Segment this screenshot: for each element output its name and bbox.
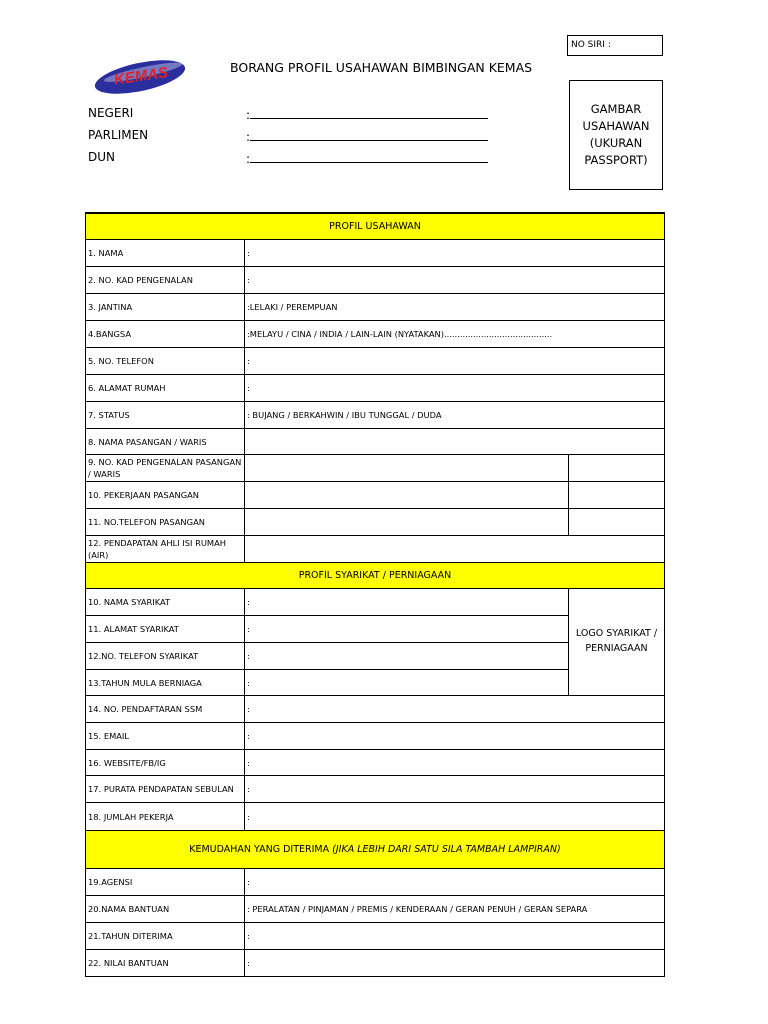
parlimen-field[interactable]: [246, 128, 488, 144]
row-extra-cell[interactable]: [568, 455, 569, 481]
table-row: [86, 455, 664, 482]
table-row: [86, 536, 664, 562]
row-value-input[interactable]: :: [244, 750, 664, 775]
photo-line: (UKURAN: [589, 136, 643, 150]
row-value-input[interactable]: :: [244, 923, 664, 949]
row-label: 18. JUMLAH PEKERJA: [88, 811, 174, 822]
row-value-input[interactable]: :MELAYU / CINA / INDIA / LAIN-LAIN (NYATAKAN).........................................: [244, 321, 664, 347]
row-label: 12.NO. TELEFON SYARIKAT: [88, 651, 199, 661]
row-extra-cell[interactable]: [568, 509, 569, 535]
dun-field[interactable]: [246, 150, 488, 166]
row-value-input[interactable]: :: [244, 670, 568, 695]
table-row: [86, 402, 664, 429]
photo-line: GAMBAR: [590, 102, 642, 116]
row-label: 9. NO. KAD PENGENALAN PASANGAN / WARIS: [88, 457, 242, 479]
row-extra-cell[interactable]: [568, 482, 569, 508]
row-value-input[interactable]: :: [244, 643, 568, 669]
section-note: (JIKA LEBIH DARI SATU SILA TAMBAH LAMPIRAN): [332, 844, 561, 855]
section-profil-usahawan: [86, 213, 664, 240]
row-value-input[interactable]: :: [244, 869, 664, 895]
row-label: 13.TAHUN MULA BERNIAGA: [88, 677, 202, 688]
row-value-input[interactable]: :LELAKI / PEREMPUAN: [244, 294, 664, 320]
row-label: 1. NAMA: [88, 248, 124, 258]
row-label: 16. WEBSITE/FB/IG: [88, 757, 166, 768]
table-row: [86, 696, 664, 723]
table-row: [86, 750, 664, 776]
row-value-input[interactable]: :: [244, 589, 568, 615]
row-value-input[interactable]: :: [244, 803, 664, 830]
row-value-input[interactable]: :: [244, 267, 664, 293]
row-label: 10. PEKERJAAN PASANGAN: [88, 490, 200, 500]
table-row: [86, 643, 568, 670]
table-row: [86, 429, 664, 455]
row-value-input[interactable]: [244, 482, 664, 508]
row-label: 3. JANTINA: [88, 302, 133, 312]
row-value-input[interactable]: [244, 536, 664, 562]
table-row: [86, 896, 664, 923]
row-label: 22. NILAI BANTUAN: [88, 958, 169, 968]
section-title: PROFIL USAHAWAN: [329, 221, 421, 232]
row-label: 21.TAHUN DITERIMA: [88, 931, 173, 941]
row-label: 14. NO. PENDAFTARAN SSM: [88, 704, 203, 714]
page-title: BORANG PROFIL USAHAWAN BIMBINGAN KEMAS: [230, 60, 533, 75]
section-profil-syarikat: [86, 562, 664, 589]
row-value-input[interactable]: :: [244, 776, 664, 802]
no-siri-field[interactable]: NO SIRI :: [567, 35, 663, 56]
row-value-input[interactable]: :: [244, 950, 664, 976]
section-kemudahan: [86, 830, 664, 869]
table-row: [86, 267, 664, 294]
kemas-logo: [92, 55, 188, 99]
section-title: KEMUDAHAN YANG DITERIMA: [189, 844, 330, 855]
table-row: [86, 482, 664, 509]
row-label: 15. EMAIL: [88, 731, 129, 741]
negeri-field[interactable]: [246, 106, 488, 122]
row-label: 17. PURATA PENDAPATAN SEBULAN: [88, 784, 234, 794]
table-row: [86, 950, 664, 976]
row-value-input[interactable]: :: [244, 375, 664, 401]
row-label: 11. ALAMAT SYARIKAT: [88, 624, 179, 634]
row-label: 2. NO. KAD PENGENALAN: [88, 275, 193, 285]
row-label: 11. NO.TELEFON PASANGAN: [88, 517, 205, 527]
row-label: 20.NAMA BANTUAN: [88, 904, 170, 914]
row-value-input[interactable]: :: [244, 348, 664, 374]
table-row: [86, 589, 568, 616]
row-value-input[interactable]: :: [244, 240, 664, 266]
row-label: 8. NAMA PASANGAN / WARIS: [88, 436, 207, 447]
logo-text: KEMAS: [113, 64, 170, 89]
row-value-input[interactable]: :: [244, 696, 664, 722]
table-row: [86, 321, 664, 348]
parlimen-colon: :: [246, 130, 251, 144]
negeri-label: NEGERI: [88, 106, 134, 120]
table-row: [86, 375, 664, 402]
row-value-input[interactable]: [244, 509, 664, 535]
row-label: 19.AGENSI: [88, 877, 133, 887]
row-value-input[interactable]: [244, 455, 664, 481]
logo-syarikat-box[interactable]: [568, 589, 664, 696]
parlimen-label: PARLIMEN: [88, 128, 149, 142]
negeri-colon: :: [246, 108, 251, 122]
row-value-input[interactable]: :: [244, 723, 664, 749]
row-label: 7. STATUS: [88, 410, 130, 420]
row-label: 5. NO. TELEFON: [88, 356, 154, 366]
table-row: [86, 723, 664, 750]
dun-colon: :: [246, 152, 251, 166]
logo-box-line: LOGO SYARIKAT /: [575, 628, 658, 639]
table-row: [86, 348, 664, 375]
table-row: [86, 776, 664, 803]
row-value-input[interactable]: [244, 429, 664, 454]
table-row: [86, 616, 568, 643]
row-value-input[interactable]: :: [244, 616, 568, 642]
table-row: [86, 294, 664, 321]
row-label: 10. NAMA SYARIKAT: [88, 597, 171, 607]
dun-label: DUN: [88, 150, 115, 164]
row-label: 12. PENDAPATAN AHLI ISI RUMAH (AIR): [88, 538, 226, 560]
photo-line: PASSPORT): [584, 153, 648, 167]
row-value-input[interactable]: : PERALATAN / PINJAMAN / PREMIS / KENDERAAN / GERAN PENUH / GERAN SEPARA: [244, 896, 664, 922]
table-row: [86, 803, 664, 830]
table-row: [86, 869, 664, 896]
row-label: 4.BANGSA: [88, 329, 132, 339]
logo-box-line: PERNIAGAAN: [585, 643, 648, 654]
table-row: [86, 923, 664, 950]
table-row: [86, 240, 664, 267]
row-label: 6. ALAMAT RUMAH: [88, 383, 166, 393]
section-title: PROFIL SYARIKAT / PERNIAGAAN: [298, 570, 452, 581]
photo-box: [569, 80, 663, 190]
photo-line: USAHAWAN: [582, 119, 650, 133]
table-row: [86, 509, 664, 536]
row-value-input[interactable]: : BUJANG / BERKAHWIN / IBU TUNGGAL / DUDA: [244, 402, 664, 428]
